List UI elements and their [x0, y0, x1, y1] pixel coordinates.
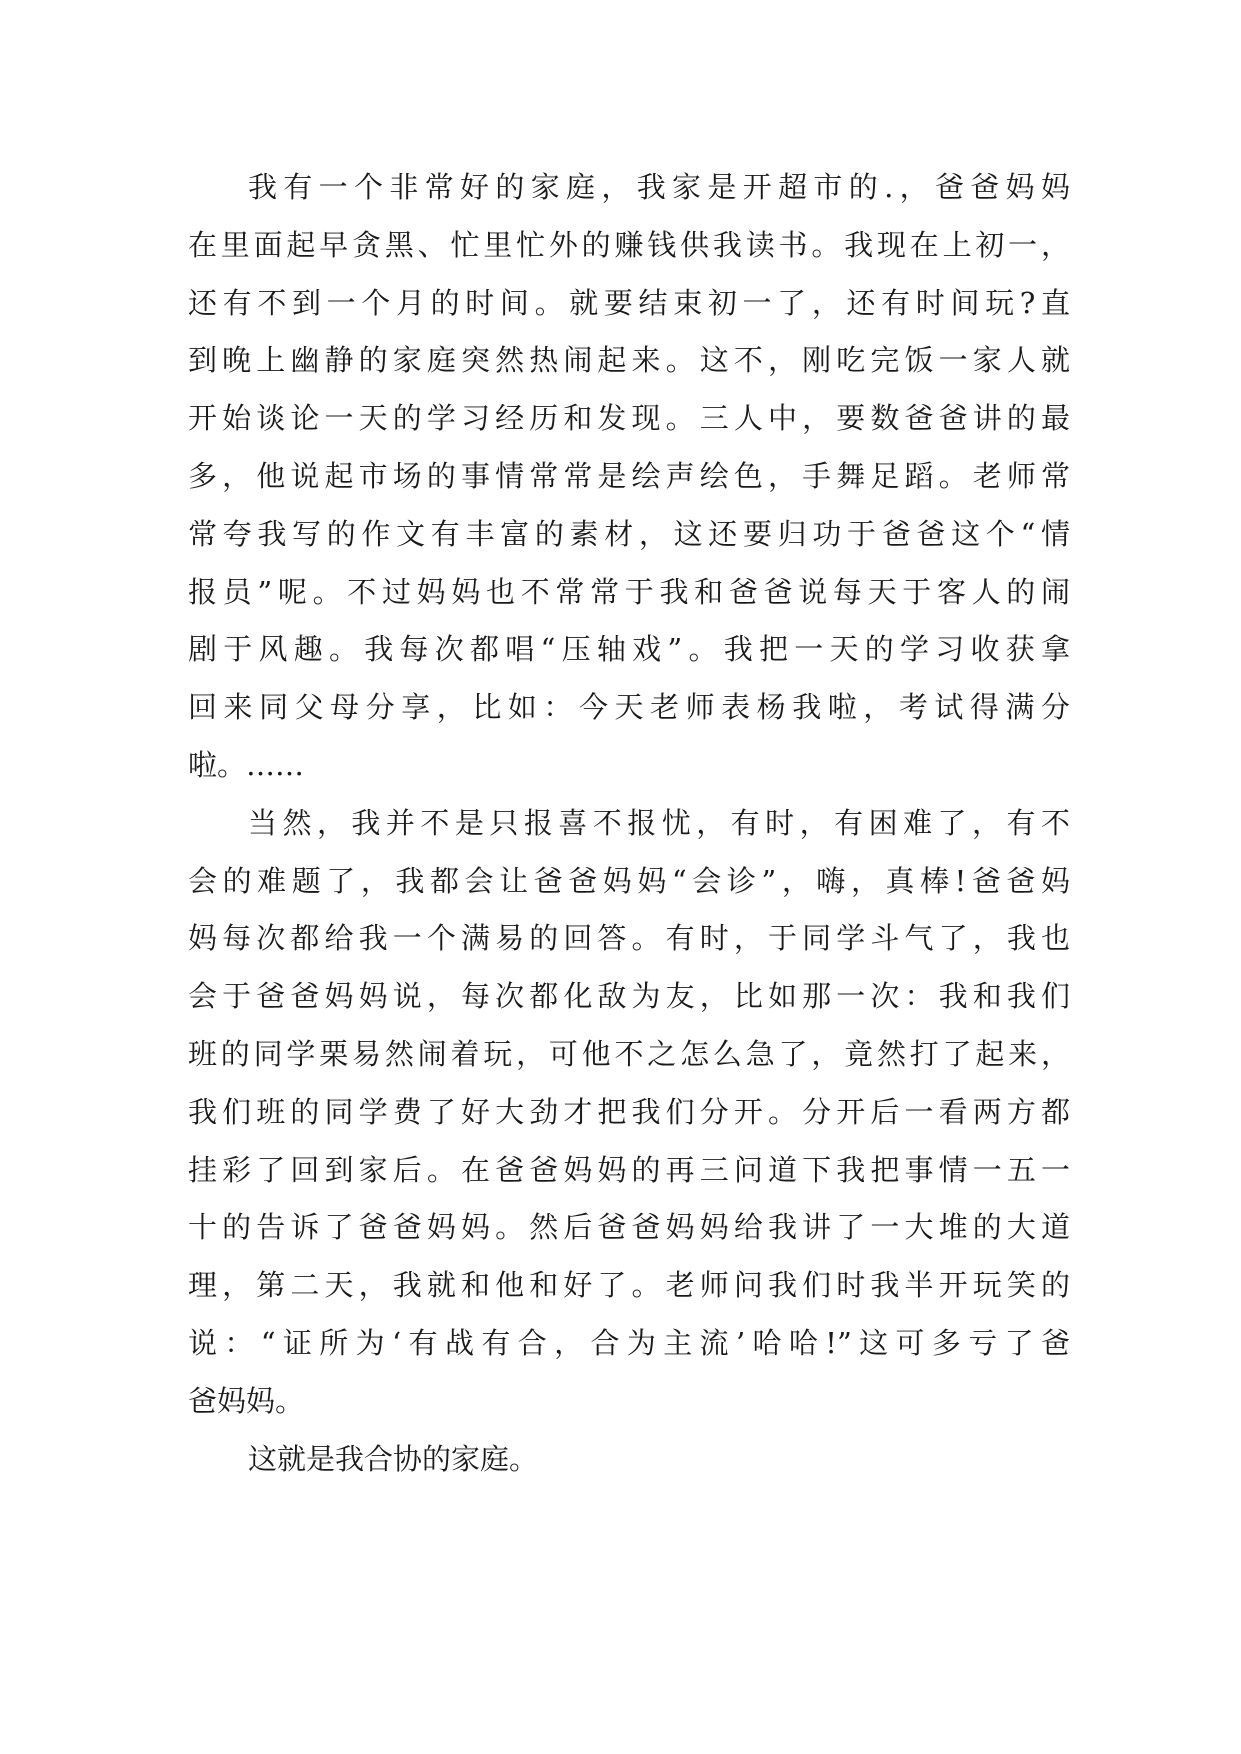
text-line: 在里面起早贪黑、忙里忙外的赚钱供我读书。我现在上初一， — [188, 227, 1070, 262]
text-line: 十的告诉了爸爸妈妈。然后爸爸妈妈给我讲了一大堆的大道 — [188, 1210, 1070, 1245]
text-line: 我有一个非常好的家庭，我家是开超市的.，爸爸妈妈 — [248, 170, 1070, 204]
text-line: 当然，我并不是只报喜不报忧，有时，有困难了，有不 — [248, 805, 1070, 840]
paragraph-3 — [188, 1431, 1070, 1489]
document-body — [188, 159, 1070, 1488]
text-line: 班的同学栗易然闹着玩，可他不之怎么急了，竟然打了起来， — [188, 1036, 1070, 1071]
text-line: 我们班的同学费了好大劲才把我们分开。分开后一看两方都 — [188, 1094, 1070, 1129]
text-line: 开始谈论一天的学习经历和发现。三人中，要数爸爸讲的最 — [188, 401, 1070, 436]
text-line: 挂彩了回到家后。在爸爸妈妈的再三问道下我把事情一五一 — [188, 1152, 1070, 1187]
text-line: 回来同父母分享，比如：今天老师表杨我啦，考试得满分 — [188, 690, 1070, 725]
text-line: 啦。…… — [188, 747, 305, 782]
text-line: 理，第二天，我就和他和好了。老师问我们时我半开玩笑的 — [188, 1268, 1070, 1303]
text-line: 到晚上幽静的家庭突然热闹起来。这不，刚吃完饭一家人就 — [188, 343, 1070, 378]
paragraph-1 — [188, 159, 1070, 795]
paragraph-2 — [188, 795, 1070, 1431]
text-line: 多，他说起市场的事情常常是绘声绘色，手舞足蹈。老师常 — [188, 458, 1070, 493]
text-line: 常夸我写的作文有丰富的素材，这还要归功于爸爸这个“情 — [188, 516, 1070, 551]
text-line: 报员”呢。不过妈妈也不常常于我和爸爸说每天于客人的闹 — [188, 574, 1070, 609]
text-line: 还有不到一个月的时间。就要结束初一了，还有时间玩?直 — [188, 285, 1070, 320]
text-line: 会的难题了，我都会让爸爸妈妈“会诊”，嗨，真棒!爸爸妈 — [188, 863, 1070, 898]
text-line: 会于爸爸妈妈说，每次都化敌为友，比如那一次：我和我们 — [188, 979, 1070, 1014]
text-line: 剧于风趣。我每次都唱“压轴戏”。我把一天的学习收获拿 — [188, 632, 1070, 667]
text-line: 爸妈妈。 — [188, 1383, 305, 1418]
text-line: 妈每次都给我一个满易的回答。有时，于同学斗气了，我也 — [188, 921, 1070, 956]
text-line: 说：“证所为‘有战有合，合为主流’哈哈!”这可多亏了爸 — [188, 1325, 1070, 1360]
text-line: 这就是我合协的家庭。 — [248, 1441, 539, 1476]
